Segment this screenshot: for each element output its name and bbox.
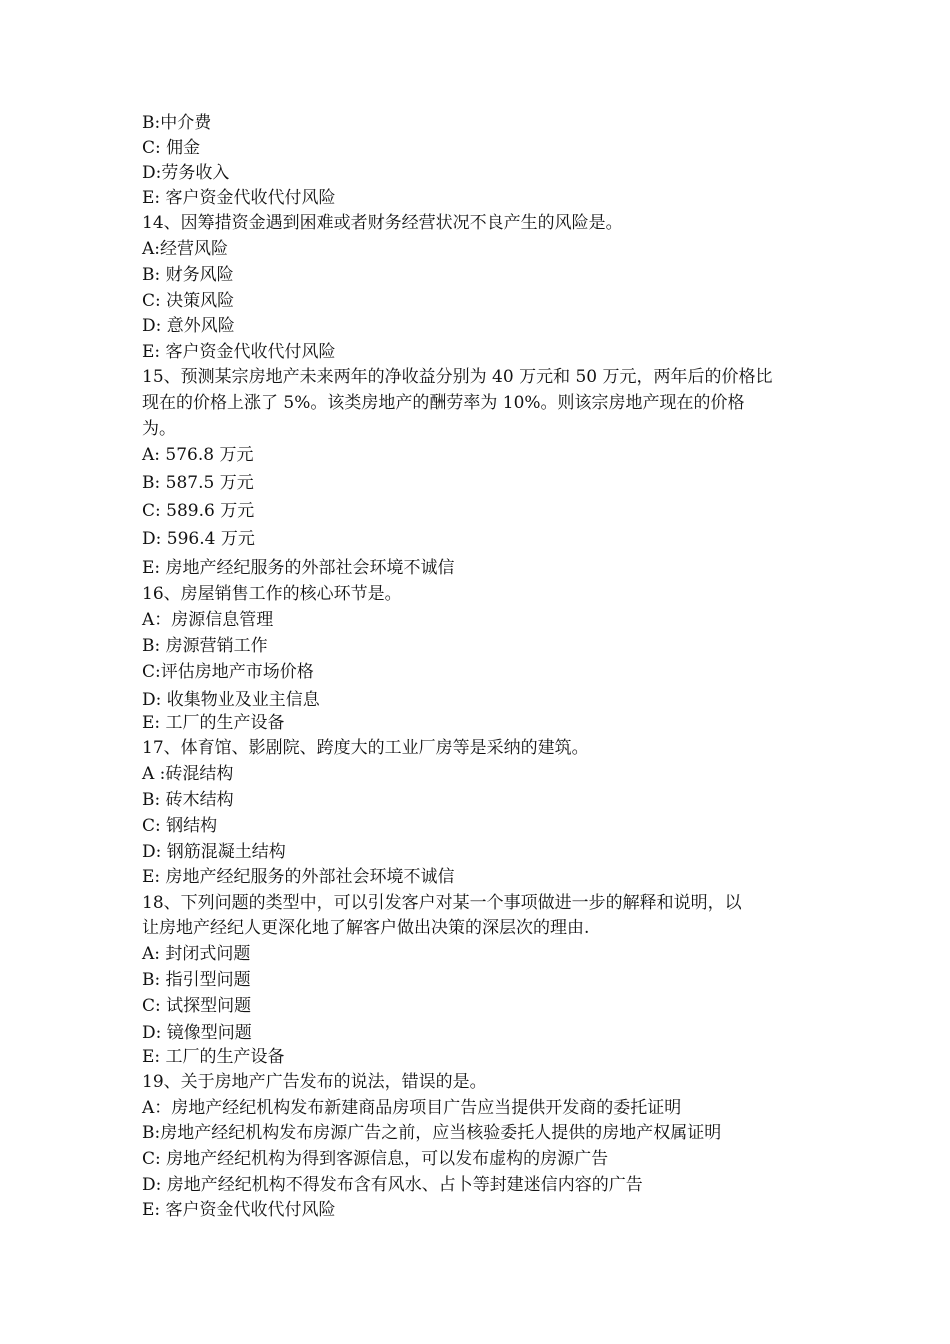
option-e-q15: E: 房地产经纪服务的外部社会环境不诚信 bbox=[142, 558, 455, 578]
option-c-q15: C: 589.6 万元 bbox=[142, 501, 255, 521]
option-e-q13: E: 客户资金代收代付风险 bbox=[142, 188, 336, 208]
option-b-q18: B: 指引型问题 bbox=[142, 970, 251, 990]
question-15-line-1: 15、预测某宗房地产未来两年的净收益分别为 40 万元和 50 万元，两年后的价格比 bbox=[142, 367, 773, 387]
question-18-line-2: 让房地产经纪人更深化地了解客户做出决策的深层次的理由. bbox=[142, 918, 590, 938]
option-a-q16: A：房源信息管理 bbox=[142, 610, 274, 630]
option-c-q14: C: 决策风险 bbox=[142, 291, 235, 311]
option-b-q19: B:房地产经纪机构发布房源广告之前，应当核验委托人提供的房地产权属证明 bbox=[142, 1123, 722, 1143]
option-a-q17: A :砖混结构 bbox=[142, 764, 234, 784]
option-c-q18: C: 试探型问题 bbox=[142, 996, 252, 1016]
option-a-q14: A:经营风险 bbox=[142, 239, 229, 259]
option-d-q18: D: 镜像型问题 bbox=[142, 1023, 252, 1043]
option-d-q17: D: 钢筋混凝土结构 bbox=[142, 842, 286, 862]
option-b-q16: B: 房源营销工作 bbox=[142, 636, 268, 656]
option-b-q15: B: 587.5 万元 bbox=[142, 473, 254, 493]
option-d-q14: D: 意外风险 bbox=[142, 316, 235, 336]
option-c-q19: C: 房地产经纪机构为得到客源信息，可以发布虚构的房源广告 bbox=[142, 1149, 609, 1169]
option-d-q16: D: 收集物业及业主信息 bbox=[142, 690, 320, 710]
option-a-q19: A：房地产经纪机构发布新建商品房项目广告应当提供开发商的委托证明 bbox=[142, 1098, 682, 1118]
question-17: 17、体育馆、影剧院、跨度大的工业厂房等是采纳的建筑。 bbox=[142, 738, 589, 758]
option-e-q17: E: 房地产经纪服务的外部社会环境不诚信 bbox=[142, 867, 455, 887]
option-e-q16: E: 工厂的生产设备 bbox=[142, 713, 285, 733]
option-e-q18: E: 工厂的生产设备 bbox=[142, 1047, 285, 1067]
option-a-q18: A: 封闭式问题 bbox=[142, 944, 251, 964]
option-d-q13: D:劳务收入 bbox=[142, 163, 230, 183]
option-d-q19: D: 房地产经纪机构不得发布含有风水、占卜等封建迷信内容的广告 bbox=[142, 1175, 643, 1195]
question-15-line-3: 为。 bbox=[142, 419, 176, 439]
question-16: 16、房屋销售工作的核心环节是。 bbox=[142, 584, 402, 604]
question-18-line-1: 18、下列问题的类型中，可以引发客户对某一个事项做进一步的解释和说明，以 bbox=[142, 893, 742, 913]
option-c-q17: C: 钢结构 bbox=[142, 816, 218, 836]
option-a-q15: A: 576.8 万元 bbox=[142, 445, 254, 465]
question-14: 14、因筹措资金遇到困难或者财务经营状况不良产生的风险是。 bbox=[142, 213, 623, 233]
option-e-q19: E: 客户资金代收代付风险 bbox=[142, 1200, 336, 1220]
question-19: 19、关于房地产广告发布的说法，错误的是。 bbox=[142, 1072, 487, 1092]
option-b-q14: B: 财务风险 bbox=[142, 265, 234, 285]
option-b-q13: B:中介费 bbox=[142, 113, 212, 133]
option-c-q16: C:评估房地产市场价格 bbox=[142, 662, 314, 682]
option-c-q13: C: 佣金 bbox=[142, 138, 201, 158]
option-d-q15: D: 596.4 万元 bbox=[142, 529, 255, 549]
option-b-q17: B: 砖木结构 bbox=[142, 790, 234, 810]
option-e-q14: E: 客户资金代收代付风险 bbox=[142, 342, 336, 362]
question-15-line-2: 现在的价格上涨了 5%。该类房地产的酬劳率为 10%。则该宗房地产现在的价格 bbox=[142, 393, 745, 413]
